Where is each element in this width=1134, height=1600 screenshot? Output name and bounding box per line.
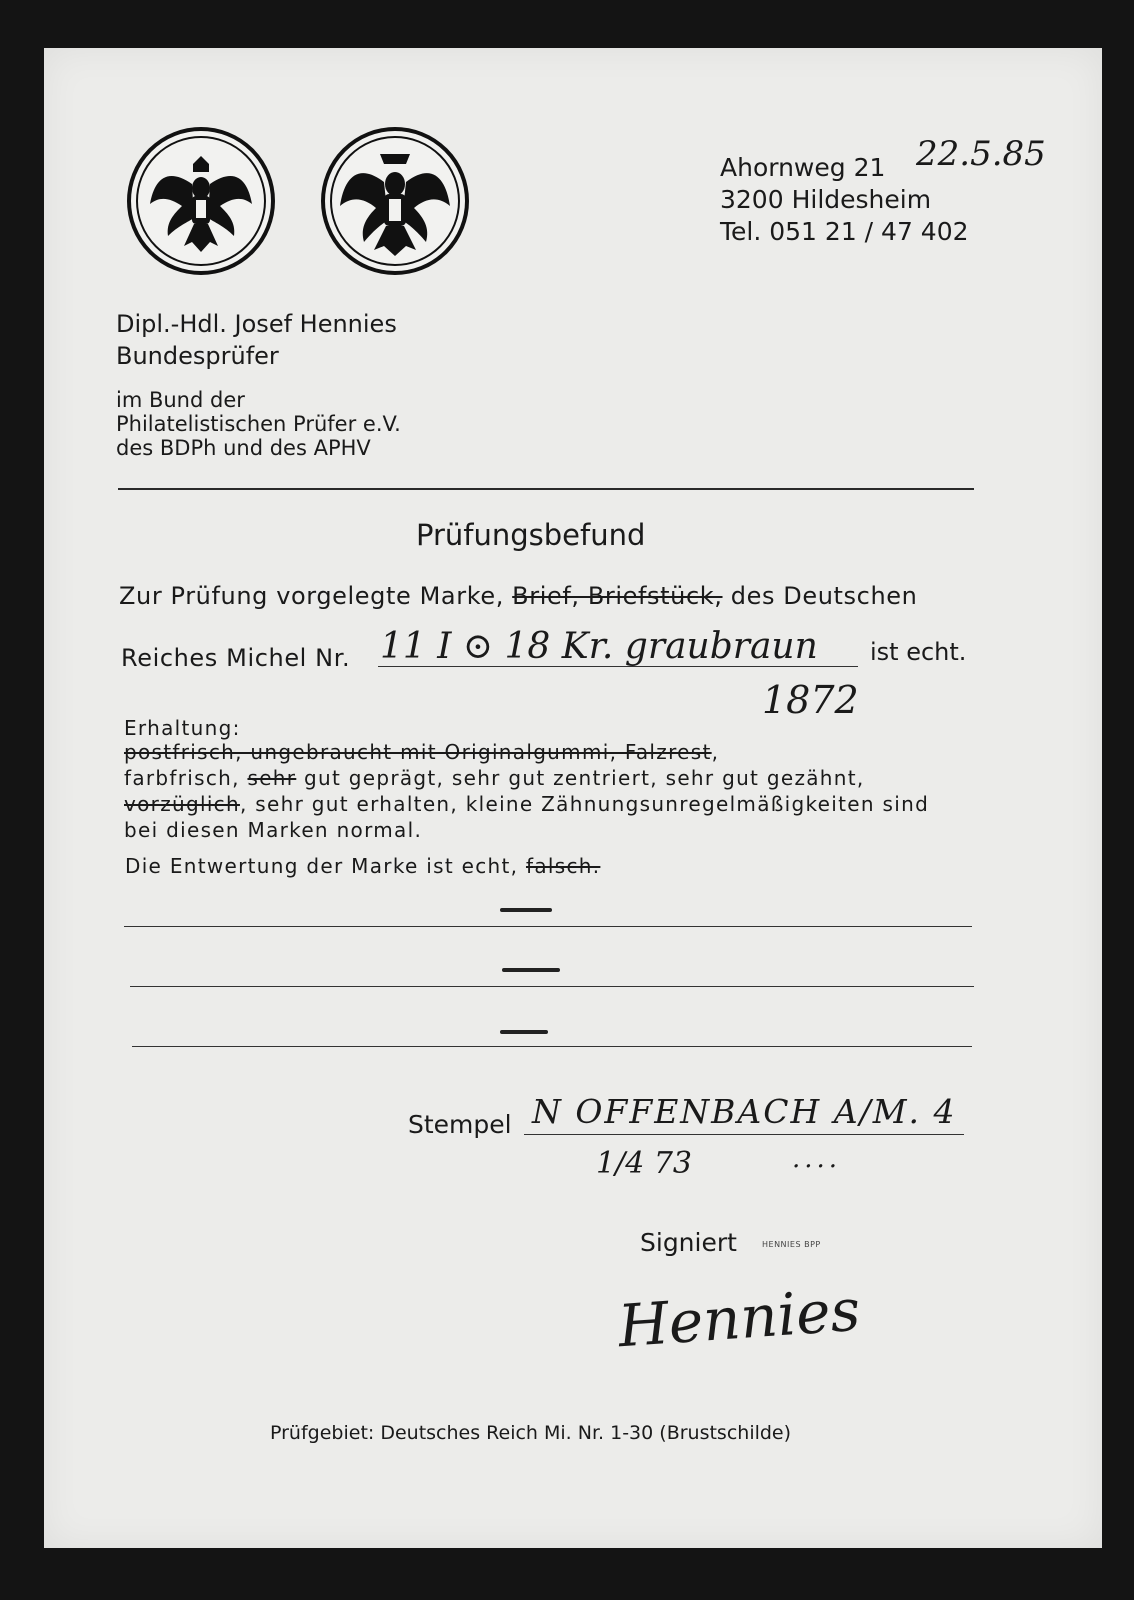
handwritten-date: 22.5.85 [916,134,1046,174]
certificate-paper [44,48,1102,1548]
cancel-prefix: Die Entwertung der Marke ist echt, [125,854,519,878]
reich-suffix: ist echt. [870,638,967,666]
dash-mark-2 [502,968,560,972]
intro-line [119,582,917,610]
year-handwritten: 1872 [762,678,859,722]
report-heading: Prüfungsbefund [416,518,646,552]
header-divider [118,488,974,490]
eagle-seal-right-icon [320,126,470,276]
michel-underline [378,666,858,667]
stamp-handwritten-line1: N OFFENBACH A/M. 4 [532,1092,957,1131]
condition-struck1: postfrisch, ungebraucht mit Originalgummi, Falzrest [124,740,712,764]
footer-text: Prüfgebiet: Deutsches Reich Mi. Nr. 1-30 (Brustschilde) [270,1422,792,1444]
condition-line2-b: gut geprägt, sehr gut zentriert, sehr gut gezähnt, [303,766,865,790]
address-line2: 3200 Hildesheim [720,185,932,214]
signature-small-mark: HENNIES BPP [762,1240,821,1249]
reich-prefix: Reiches Michel Nr. [121,644,351,672]
intro-struck: Brief, Briefstück, [512,582,723,610]
cancel-line [125,854,600,878]
michel-handwritten: 11 I ⊙ 18 Kr. graubraun [380,626,818,667]
condition-line1: postfrisch, ungebraucht mit Originalgummi, Falzrest, [124,740,720,764]
stamp-label: Stempel [408,1110,512,1139]
condition-line4: bei diesen Marken normal. [124,818,423,842]
condition-line2-a: farbfrisch, [124,766,240,790]
condition-label: Erhaltung: [124,716,241,740]
intro-prefix: Zur Prüfung vorgelegte Marke, [119,582,504,610]
examiner-org-line2: Philatelistischen Prüfer e.V. [116,412,401,436]
dash-mark-1 [500,908,552,912]
blank-line-2 [130,986,974,987]
handwritten-signature: Hennies [615,1275,863,1361]
examiner-title: Bundesprüfer [116,342,279,370]
examiner-org-line1: im Bund der [116,388,245,412]
examiner-name: Dipl.-Hdl. Josef Hennies [116,310,397,338]
examiner-org-line3: des BDPh und des APHV [116,436,371,460]
stamp-underline [524,1134,964,1135]
stamp-handwritten-dots: .... [792,1144,842,1174]
condition-line3-struck: vorzüglich [124,792,240,816]
eagle-seal-left-icon [126,126,276,276]
dash-mark-3 [500,1030,548,1034]
condition-line2 [124,766,865,790]
condition-line3-b: , sehr gut erhalten, kleine Zähnungsunregelmäßigkeiten sind [239,792,930,816]
condition-line2-struck: sehr [247,766,297,790]
intro-suffix: des Deutschen [730,582,918,610]
stamp-handwritten-line2: 1/4 73 [596,1146,692,1181]
address-line1: Ahornweg 21 [720,153,886,182]
address-line3: Tel. 051 21 / 47 402 [720,217,969,246]
blank-line-1 [124,926,972,927]
blank-line-3 [132,1046,972,1047]
condition-line3 [124,792,929,816]
cancel-struck: falsch. [525,854,601,878]
signature-label: Signiert [640,1228,737,1257]
